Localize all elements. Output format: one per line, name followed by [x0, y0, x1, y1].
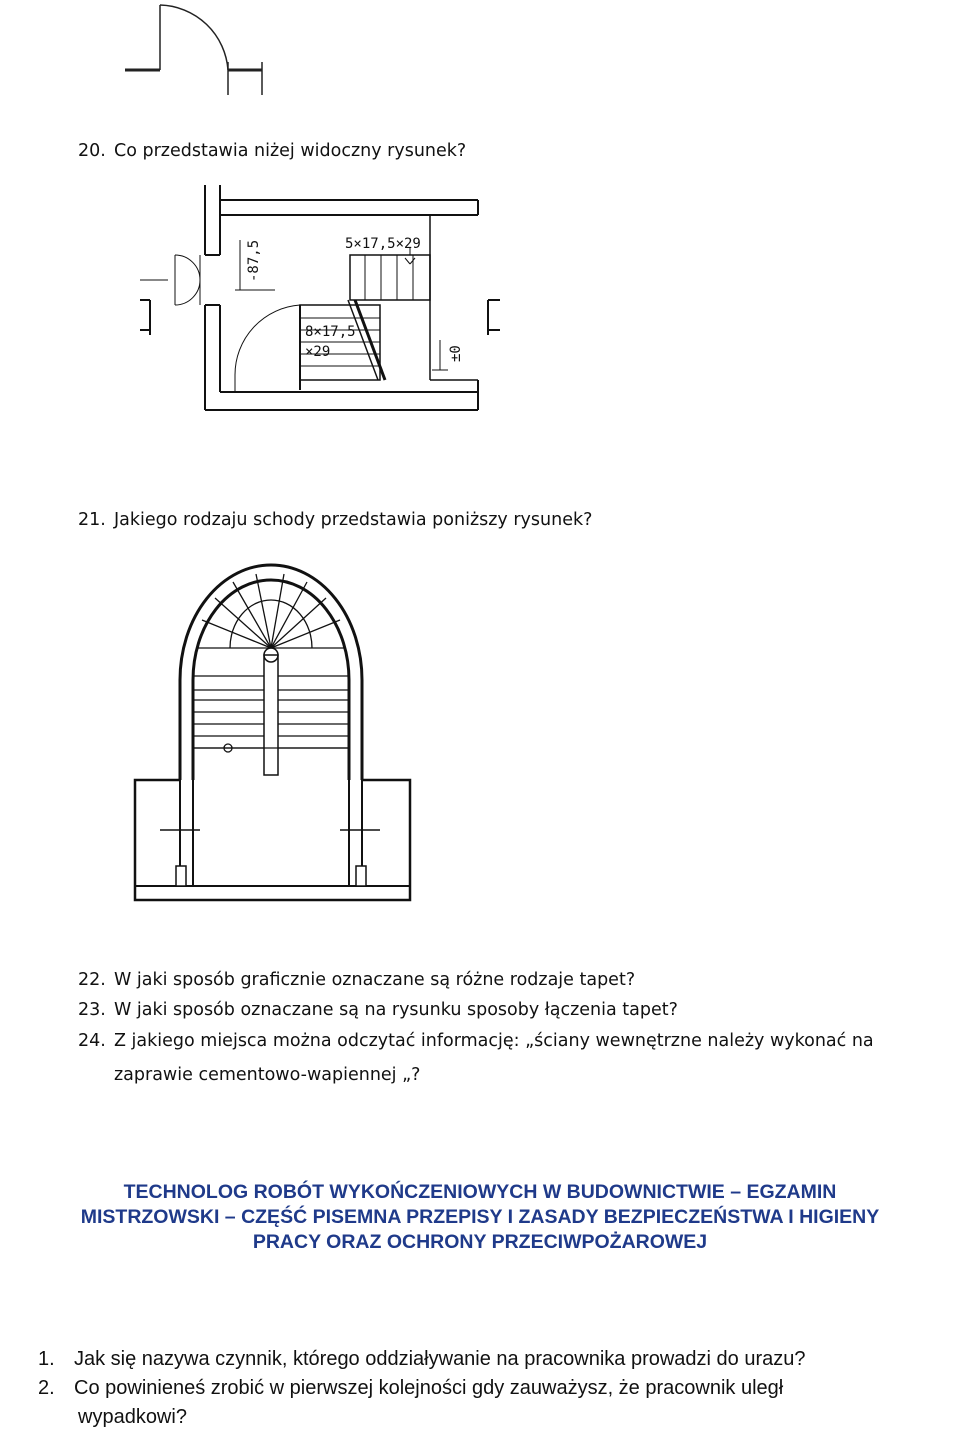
section-heading — [0, 1180, 960, 1255]
question-23: 23. W jaki sposób oznaczane są na rysunku sposoby łączenia tapet? — [78, 1000, 678, 1020]
section-heading-line-2: MISTRZOWSKI – CZĘŚĆ PISEMNA PRZEPISY I ZASADY BEZPIECZEŃSTWA I HIGIENY — [80, 1206, 880, 1228]
section-heading-line-1: TECHNOLOG ROBÓT WYKOŃCZENIOWYCH W BUDOWNICTWIE – EGZAMIN — [123, 1181, 837, 1203]
curved-stairs-drawing — [135, 565, 410, 900]
question-22: 22. W jaki sposób graficznie oznaczane są różne rodzaje tapet? — [78, 970, 636, 990]
dim-left-label: -87,5 — [246, 239, 262, 282]
dim-steps-label-2: ×29 — [305, 344, 331, 360]
question-24-continuation: zaprawie cementowo-wapiennej „? — [114, 1065, 421, 1085]
dim-top-label: 5×17,5×29 — [345, 236, 421, 252]
section-heading-line-3: PRACY ORAZ OCHRONY PRZECIWPOŻAROWEJ — [252, 1231, 708, 1253]
door-plan-fragment — [125, 5, 262, 95]
question-20: 20. Co przedstawia niżej widoczny rysunek? — [78, 141, 467, 161]
floor-plan-drawing — [140, 185, 500, 410]
question-2-continuation: wypadkowi? — [78, 1406, 187, 1428]
dim-zero-label: ±0 — [448, 345, 464, 362]
question-24: 24. Z jakiego miejsca można odczytać informację: „ściany wewnętrzne należy wykonać na — [78, 1031, 874, 1051]
dim-steps-label-1: 8×17,5 — [305, 324, 356, 340]
question-2: 2. Co powinieneś zrobić w pierwszej kolejności gdy zauważysz, że pracownik uległ — [38, 1377, 784, 1399]
question-21: 21. Jakiego rodzaju schody przedstawia poniższy rysunek? — [78, 510, 593, 530]
question-1: 1. Jak się nazywa czynnik, którego oddziaływanie na pracownika prowadzi do urazu? — [38, 1348, 806, 1370]
